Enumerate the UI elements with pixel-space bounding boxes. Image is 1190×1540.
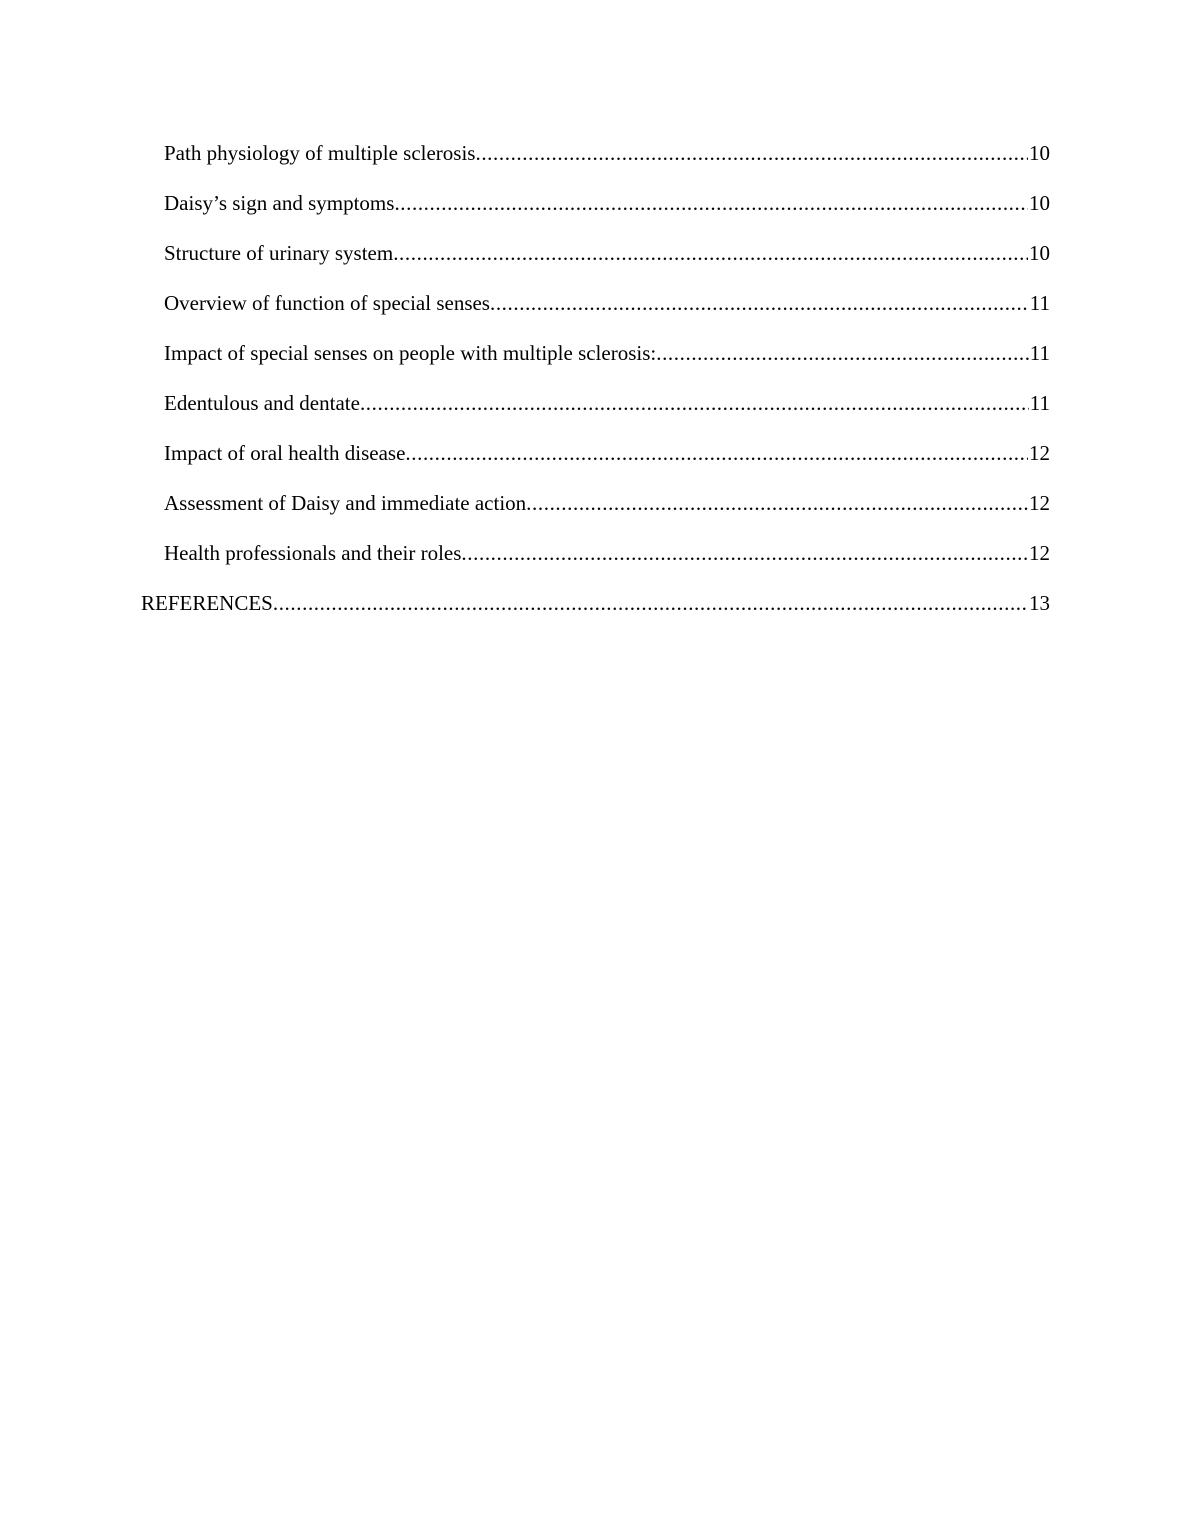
toc-entry-sign-and-symptoms[interactable] [141, 188, 1050, 238]
toc-dot-leader [394, 188, 1028, 218]
toc-dot-leader [475, 138, 1028, 168]
toc-page-number: 12 [1029, 441, 1050, 465]
toc-entry-special-senses-impact[interactable] [141, 338, 1050, 388]
toc-entry-label: Path physiology of multiple sclerosis [164, 141, 476, 165]
toc-dot-leader [490, 288, 1029, 318]
toc-page-number: 10 [1029, 191, 1050, 215]
toc-page-number: 12 [1029, 491, 1050, 515]
toc-entry-assessment[interactable] [141, 488, 1050, 538]
toc-entry-label: Overview of function of special senses [164, 291, 490, 315]
toc-entry-urinary-system[interactable] [141, 238, 1050, 288]
toc-page-number: 12 [1029, 541, 1050, 565]
toc-entry-label: Edentulous and dentate [164, 391, 360, 415]
toc-dot-leader [360, 388, 1029, 418]
toc-entry-label: Impact of oral health disease [164, 441, 406, 465]
toc-dot-leader [273, 588, 1028, 618]
toc-page-number: 10 [1029, 141, 1050, 165]
toc-dot-leader [405, 438, 1028, 468]
toc-entry-pathophysiology[interactable] [141, 138, 1050, 188]
toc-entry-label: Impact of special senses on people with multiple sclerosis: [164, 341, 657, 365]
toc-page-number: 13 [1029, 591, 1050, 615]
toc-entry-label: Health professionals and their roles [164, 541, 462, 565]
toc-page-number: 11 [1029, 291, 1050, 315]
toc-entry-health-professionals[interactable] [141, 538, 1050, 588]
toc-dot-leader [393, 238, 1028, 268]
toc-entry-oral-health-impact[interactable] [141, 438, 1050, 488]
toc-entry-label: Structure of urinary system [164, 241, 394, 265]
toc-entry-label: Daisy’s sign and symptoms [164, 191, 395, 215]
table-of-contents [141, 138, 1050, 638]
toc-entry-special-senses-overview[interactable] [141, 288, 1050, 338]
toc-dot-leader [461, 538, 1028, 568]
toc-entry-edentulous-dentate[interactable] [141, 388, 1050, 438]
toc-dot-leader [526, 488, 1028, 518]
toc-page-number: 10 [1029, 241, 1050, 265]
toc-dot-leader [656, 338, 1029, 368]
toc-page-number: 11 [1029, 341, 1050, 365]
toc-entry-label: Assessment of Daisy and immediate action [164, 491, 527, 515]
toc-page-number: 11 [1029, 391, 1050, 415]
toc-entry-references[interactable] [141, 588, 1050, 638]
toc-entry-label: REFERENCES [141, 591, 273, 615]
